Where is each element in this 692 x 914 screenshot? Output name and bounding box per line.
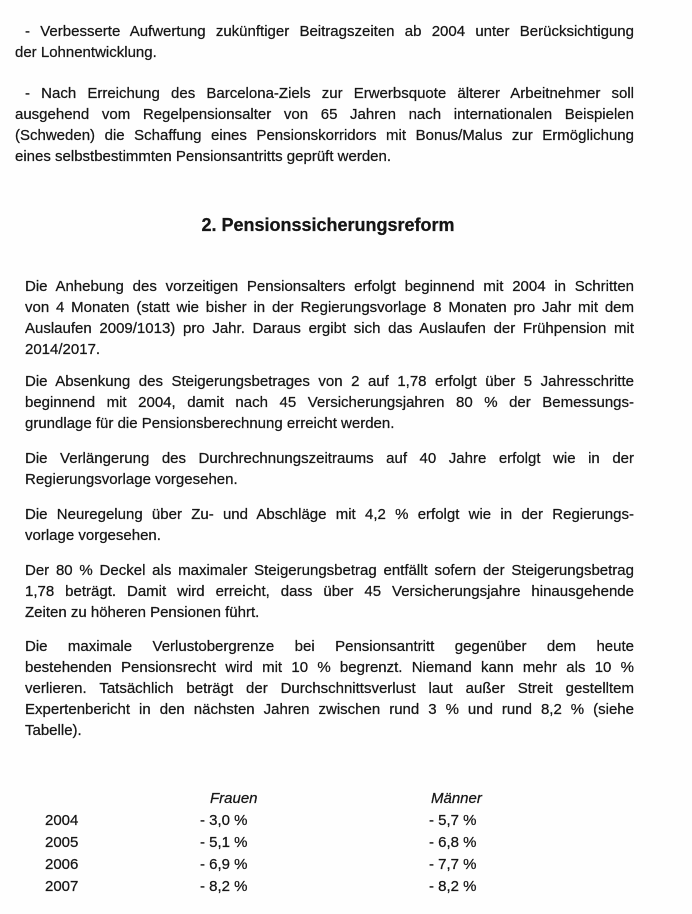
- text-line: Die Neuregelung über Zu- und Abschläge mit 4,2 % erfolgt wie in der Regierungs-: [25, 506, 634, 523]
- table-cell-maenner: - 7,7 %: [429, 856, 477, 873]
- text-line: Der 80 % Deckel als maximaler Steigerungsbetrag entfällt sofern der Steigerungsbetrag: [25, 562, 634, 579]
- text-line: Die Verlängerung des Durchrechnungszeitraums auf 40 Jahre erfolgt wie in der: [25, 450, 634, 467]
- text-line: bestehenden Pensionsrecht wird mit 10 % begrenzt. Niemand kann mehr als 10 %: [25, 659, 634, 676]
- table-cell-frauen: - 6,9 %: [200, 856, 248, 873]
- table-row-year: 2007: [45, 878, 79, 895]
- table-header-maenner: Männer: [431, 790, 482, 807]
- table-cell-maenner: - 6,8 %: [429, 834, 477, 851]
- text-line: grundlage für die Pensionsberechnung erreicht werden.: [25, 415, 395, 432]
- table-cell-maenner: - 8,2 %: [429, 878, 477, 895]
- paragraph-absenkung-steigerungsbetrag: [25, 371, 634, 434]
- bullet-paragraph-aufwertung: [15, 21, 634, 63]
- text-line: Die Anhebung des vorzeitigen Pensionsalters erfolgt beginnend mit 2004 in Schritten: [25, 278, 634, 295]
- text-line: von 4 Monaten (statt wie bisher in der Regierungsvorlage 8 Monaten pro Jahr mit dem: [25, 299, 634, 316]
- text-line: - Nach Erreichung des Barcelona-Ziels zur Erwerbsquote älterer Arbeitnehmer soll: [25, 85, 634, 102]
- text-line: Zeiten zu höheren Pensionen führt.: [25, 604, 260, 621]
- bullet-paragraph-barcelona-ziel: [15, 83, 634, 167]
- table-row-year: 2004: [45, 812, 79, 829]
- text-line: vorlage vorgesehen.: [25, 527, 161, 544]
- table-header-frauen: Frauen: [210, 790, 258, 807]
- text-line: 2014/2017.: [25, 341, 101, 358]
- paragraph-durchrechnungszeitraum: [25, 448, 634, 490]
- paragraph-deckel-steigerungsbetrag: [25, 560, 634, 623]
- paragraph-anhebung-pensionsalter: [25, 276, 634, 360]
- text-line: 1,78 beträgt. Damit wird erreicht, dass über 45 Versicherungsjahre hinausgehende: [25, 583, 634, 600]
- paragraph-verlustobergrenze: [25, 636, 634, 741]
- text-line: (Schweden) die Schaffung eines Pensionskorridors mit Bonus/Malus zur Ermöglichung: [15, 127, 634, 144]
- table-row-year: 2006: [45, 856, 79, 873]
- text-line: Die maximale Verlustobergrenze bei Pensionsantritt gegenüber dem heute: [25, 638, 634, 655]
- text-line: Tabelle).: [25, 722, 82, 739]
- table-row-year: 2005: [45, 834, 79, 851]
- text-line: der Lohnentwicklung.: [15, 44, 157, 61]
- text-line: - Verbesserte Aufwertung zukünftiger Beitragszeiten ab 2004 unter Berücksichtigung: [25, 23, 634, 40]
- table-cell-frauen: - 3,0 %: [200, 812, 248, 829]
- text-line: beginnend mit 2004, damit nach 45 Versicherungsjahren 80 % der Bemessungs-: [25, 394, 634, 411]
- loss-by-year-table: [45, 788, 692, 898]
- table-cell-maenner: - 5,7 %: [429, 812, 477, 829]
- text-line: Die Absenkung des Steigerungsbetrages von 2 auf 1,78 erfolgt über 5 Jahresschritte: [25, 373, 634, 390]
- text-line: Regierungsvorlage vorgesehen.: [25, 471, 238, 488]
- text-line: Auslaufen 2009/1013) pro Jahr. Daraus ergibt sich das Auslaufen der Frühpension mit: [25, 320, 634, 337]
- text-line: ausgehend vom Regelpensionsalter von 65 Jahren nach internationalen Beispielen: [15, 106, 634, 123]
- table-header-empty: [45, 788, 200, 810]
- table-cell-frauen: - 8,2 %: [200, 878, 248, 895]
- text-line: Expertenbericht in den nächsten Jahren zwischen rund 3 % und rund 8,2 % (siehe: [25, 701, 634, 718]
- text-line: eines selbstbestimmten Pensionsantritts geprüft werden.: [15, 148, 392, 165]
- text-line: verlieren. Tatsächlich beträgt der Durchschnittsverlust laut außer Streit gestelltem: [25, 680, 634, 697]
- table-cell-frauen: - 5,1 %: [200, 834, 248, 851]
- section-heading: 2. Pensionssicherungsreform: [201, 215, 455, 235]
- paragraph-zu-und-abschlaege: [25, 504, 634, 546]
